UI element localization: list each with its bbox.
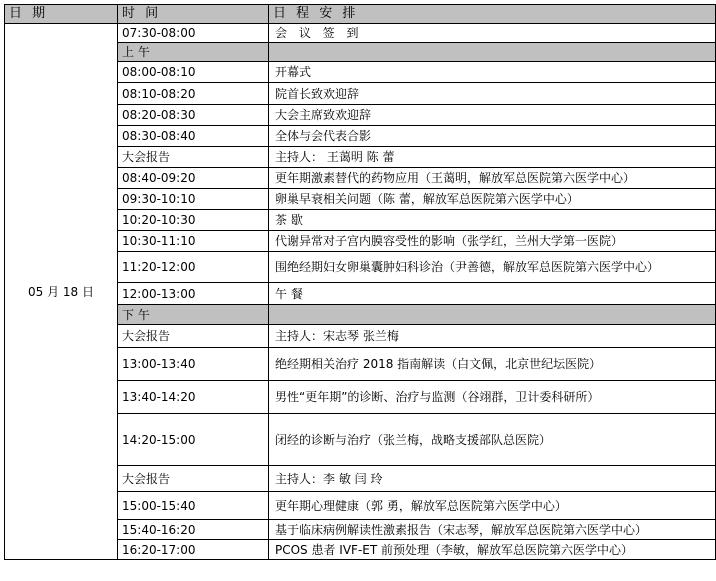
schedule-table <box>4 4 716 560</box>
program-cell <box>269 305 716 325</box>
time-cell: 15:00-15:40 <box>118 492 269 520</box>
program-cell: 围绝经期妇女卵巢囊肿妇科诊治（尹善德，解放军总医院第六医学中心） <box>269 252 716 283</box>
program-cell: 全体与会代表合影 <box>269 126 716 147</box>
time-cell: 大会报告 <box>118 325 269 348</box>
time-cell: 08:20-08:30 <box>118 105 269 126</box>
header-time: 时 间 <box>118 5 269 24</box>
time-cell: 08:00-08:10 <box>118 62 269 83</box>
program-cell <box>269 43 716 62</box>
time-cell: 15:40-16:20 <box>118 520 269 540</box>
program-cell: 院首长致欢迎辞 <box>269 83 716 105</box>
table-row <box>5 24 716 43</box>
program-cell: 主持人：李 敏 闫 玲 <box>269 466 716 492</box>
program-cell: 茶 歇 <box>269 210 716 231</box>
program-cell: 基于临床病例解读性激素报告（宋志琴，解放军总医院第六医学中心） <box>269 520 716 540</box>
section-label: 上 午 <box>118 43 269 62</box>
program-cell: 会 议 签 到 <box>269 24 716 43</box>
time-cell: 大会报告 <box>118 147 269 168</box>
time-cell: 11:20-12:00 <box>118 252 269 283</box>
time-cell: 08:40-09:20 <box>118 168 269 189</box>
time-cell: 10:30-11:10 <box>118 231 269 252</box>
table-header-row <box>5 5 716 24</box>
time-cell: 09:30-10:10 <box>118 189 269 210</box>
program-cell: 卵巢早衰相关问题（陈 蕾，解放军总医院第六医学中心） <box>269 189 716 210</box>
program-cell: 男性“更年期”的诊断、治疗与监测（谷翊群，卫计委科研所） <box>269 381 716 414</box>
program-cell: 闭经的诊断与治疗（张兰梅，战略支援部队总医院） <box>269 414 716 466</box>
program-cell: 更年期心理健康（郭 勇，解放军总医院第六医学中心） <box>269 492 716 520</box>
time-cell: 13:00-13:40 <box>118 348 269 381</box>
time-cell: 13:40-14:20 <box>118 381 269 414</box>
time-cell: 16:20-17:00 <box>118 540 269 560</box>
time-cell: 12:00-13:00 <box>118 283 269 305</box>
time-cell: 08:10-08:20 <box>118 83 269 105</box>
program-cell: PCOS 患者 IVF-ET 前预处理（李敏，解放军总医院第六医学中心） <box>269 540 716 560</box>
program-cell: 开幕式 <box>269 62 716 83</box>
program-cell: 绝经期相关治疗 2018 指南解读（白文佩，北京世纪坛医院） <box>269 348 716 381</box>
program-cell: 主持人： 王蔼明 陈 蕾 <box>269 147 716 168</box>
time-cell: 10:20-10:30 <box>118 210 269 231</box>
program-cell: 大会主席致欢迎辞 <box>269 105 716 126</box>
time-cell: 07:30-08:00 <box>118 24 269 43</box>
program-cell: 代谢异常对子宫内膜容受性的影响（张学红，兰州大学第一医院） <box>269 231 716 252</box>
section-label: 下 午 <box>118 305 269 325</box>
program-cell: 午 餐 <box>269 283 716 305</box>
program-cell: 主持人：宋志琴 张兰梅 <box>269 325 716 348</box>
program-cell: 更年期激素替代的药物应用（王蔼明，解放军总医院第六医学中心） <box>269 168 716 189</box>
header-date: 日 期 <box>5 5 118 24</box>
time-cell: 大会报告 <box>118 466 269 492</box>
date-cell: 05 月 18 日 <box>5 24 118 560</box>
header-program: 日 程 安 排 <box>269 5 716 24</box>
time-cell: 08:30-08:40 <box>118 126 269 147</box>
time-cell: 14:20-15:00 <box>118 414 269 466</box>
